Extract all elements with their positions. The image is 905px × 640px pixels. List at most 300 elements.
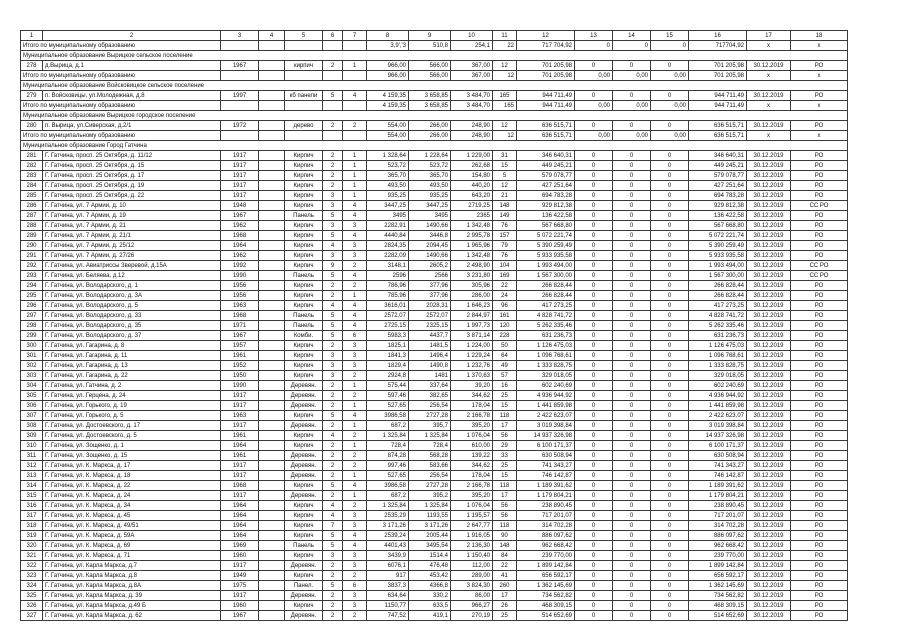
table-cell: 84: [493, 551, 517, 561]
table-cell: 1: [343, 471, 367, 481]
table-cell: 0: [575, 471, 613, 481]
table-row: [21, 91, 848, 101]
table-cell: 2 647,77: [451, 521, 493, 531]
table-cell: 935,25: [367, 191, 409, 201]
table-cell: 2: [343, 611, 367, 621]
table-cell: 5 262 335,46: [689, 321, 747, 331]
column-number-12: 12: [517, 31, 575, 41]
table-cell: 56: [493, 501, 517, 511]
table-cell: Панел.: [285, 581, 323, 591]
table-row: [21, 151, 848, 161]
table-cell: Деревян.: [285, 461, 323, 471]
table-cell: 786,96: [367, 281, 409, 291]
table-cell: 0: [651, 381, 689, 391]
table-cell: 30.12.2019: [747, 261, 791, 271]
table-cell: 1917: [221, 591, 259, 601]
table-row: [21, 301, 848, 311]
table-cell: Кирпич: [285, 551, 323, 561]
table-cell: 30.12.2019: [747, 541, 791, 551]
table-cell: 0: [575, 581, 613, 591]
table-cell: 112,00: [451, 561, 493, 571]
subtotal-cell: 717 704,92: [517, 41, 575, 51]
table-cell: 148: [493, 541, 517, 551]
table-cell: 2: [323, 401, 343, 411]
row-number: 316: [21, 501, 43, 511]
row-number: 311: [21, 451, 43, 461]
table-cell: 0: [575, 611, 613, 621]
table-cell: 1 333 828,75: [517, 361, 575, 371]
table-cell: [259, 481, 285, 491]
table-cell: 30.12.2019: [747, 361, 791, 371]
table-cell: 2 422 623,07: [517, 411, 575, 421]
table-cell: 0: [575, 591, 613, 601]
table-cell: 427 251,64: [517, 181, 575, 191]
subtotal-row: [21, 101, 848, 111]
table-cell: 0: [575, 411, 613, 421]
table-cell: 329 018,05: [517, 371, 575, 381]
table-cell: 2924,8: [367, 371, 409, 381]
table-cell: 0: [613, 151, 651, 161]
address-cell: Г. Гатчина, просп. 25 Октября, д. 11/12: [43, 151, 221, 161]
table-cell: 1150,77: [367, 601, 409, 611]
table-cell: 2: [343, 121, 367, 131]
subtotal-cell: 0,00: [613, 131, 651, 141]
table-cell: 238 890,45: [689, 501, 747, 511]
table-cell: 1: [343, 401, 367, 411]
address-cell: д.Вырица, д.1: [43, 61, 221, 71]
table-cell: 5: [323, 541, 343, 551]
table-cell: 1 965,96: [451, 241, 493, 251]
table-row: [21, 451, 848, 461]
table-cell: 30.12.2019: [747, 191, 791, 201]
table-cell: 4: [343, 211, 367, 221]
table-row: [21, 531, 848, 541]
table-cell: 2: [323, 451, 343, 461]
subtotal-cell: 0: [613, 41, 651, 51]
table-cell: 0: [613, 211, 651, 221]
table-cell: 30.12.2019: [747, 401, 791, 411]
table-cell: 0: [651, 191, 689, 201]
table-cell: 3495: [409, 211, 451, 221]
table-cell: 1917: [221, 391, 259, 401]
section-title: Муниципальное образование Вырицкое городское поселение: [21, 111, 848, 121]
table-cell: [259, 491, 285, 501]
table-cell: 154,80: [451, 171, 493, 181]
table-cell: 337,64: [409, 381, 451, 391]
table-cell: Кирпич: [285, 511, 323, 521]
table-row: [21, 511, 848, 521]
table-cell: 631 236,73: [517, 331, 575, 341]
table-cell: 262,68: [451, 161, 493, 171]
row-number: 282: [21, 161, 43, 171]
table-cell: 2282,91: [367, 221, 409, 231]
table-cell: 2: [323, 471, 343, 481]
address-cell: Г. Гатчина, ул. Володарского, д. 33: [43, 311, 221, 321]
table-cell: 0: [651, 291, 689, 301]
table-cell: 1 342,48: [451, 221, 493, 231]
table-cell: 3: [343, 551, 367, 561]
table-cell: 1960: [221, 551, 259, 561]
table-row: [21, 191, 848, 201]
row-number: 295: [21, 291, 43, 301]
table-cell: 0: [575, 171, 613, 181]
table-cell: 30.12.2019: [747, 501, 791, 511]
table-cell: [259, 361, 285, 371]
table-cell: 4: [323, 431, 343, 441]
table-cell: 4: [323, 501, 343, 511]
table-cell: 1967: [221, 331, 259, 341]
subtotal-cell: 944 711,49: [689, 101, 747, 111]
table-cell: РО: [791, 411, 848, 421]
table-cell: 3 019 398,84: [689, 421, 747, 431]
table-row: [21, 391, 848, 401]
table-cell: 14 937 326,98: [689, 431, 747, 441]
table-cell: Кирпич: [285, 301, 323, 311]
table-cell: Кирпич: [285, 181, 323, 191]
table-cell: 118: [493, 521, 517, 531]
table-cell: 0: [613, 321, 651, 331]
row-number: 323: [21, 571, 43, 581]
row-number: 300: [21, 341, 43, 351]
table-cell: 0: [613, 581, 651, 591]
table-cell: Панель: [285, 311, 323, 321]
table-cell: 1: [343, 171, 367, 181]
table-row: [21, 541, 848, 551]
table-cell: 0: [651, 181, 689, 191]
table-row: [21, 581, 848, 591]
table-cell: 96: [493, 301, 517, 311]
table-cell: 3 484,70: [451, 91, 493, 101]
table-cell: 4: [343, 531, 367, 541]
table-row: [21, 361, 848, 371]
table-cell: 597,46: [367, 391, 409, 401]
table-cell: 527,65: [367, 471, 409, 481]
table-cell: 4: [323, 241, 343, 251]
table-cell: Кирпич: [285, 371, 323, 381]
table-row: [21, 211, 848, 221]
table-cell: 1917: [221, 181, 259, 191]
table-cell: 440,20: [451, 181, 493, 191]
table-cell: 929 812,38: [517, 201, 575, 211]
table-cell: 630 508,94: [517, 451, 575, 461]
table-cell: 30.12.2019: [747, 121, 791, 131]
table-cell: РО: [791, 451, 848, 461]
table-cell: 0: [575, 231, 613, 241]
table-cell: Кирпич: [285, 281, 323, 291]
table-cell: Кирпич: [285, 571, 323, 581]
table-cell: 1961: [221, 451, 259, 461]
subtotal-cell: 0: [575, 41, 613, 51]
table-cell: 56: [493, 431, 517, 441]
table-cell: 1917: [221, 191, 259, 201]
table-cell: 1 229,00: [451, 151, 493, 161]
table-cell: 0: [613, 601, 651, 611]
table-cell: 0: [613, 241, 651, 251]
table-cell: 1 189 391,62: [517, 481, 575, 491]
table-cell: Кирпич: [285, 411, 323, 421]
table-cell: 0: [651, 201, 689, 211]
table-cell: 30.12.2019: [747, 551, 791, 561]
table-cell: 0: [575, 211, 613, 221]
column-number-3: 3: [221, 31, 259, 41]
table-cell: Кирпич: [285, 521, 323, 531]
table-cell: 0: [651, 391, 689, 401]
table-cell: 2727,28: [409, 481, 451, 491]
subtotal-cell: 636 515,71: [517, 131, 575, 141]
table-cell: 30.12.2019: [747, 91, 791, 101]
table-cell: [259, 191, 285, 201]
table-cell: РО: [791, 501, 848, 511]
table-cell: [259, 591, 285, 601]
table-cell: 30.12.2019: [747, 381, 791, 391]
table-cell: 0: [613, 591, 651, 601]
column-number-2: 2: [43, 31, 221, 41]
address-cell: Г. Гатчина, ул. 7 Армии, д. 10: [43, 201, 221, 211]
table-cell: 30.12.2019: [747, 581, 791, 591]
table-cell: 0: [613, 231, 651, 241]
table-cell: 0: [575, 431, 613, 441]
table-cell: 1917: [221, 461, 259, 471]
table-cell: 30.12.2019: [747, 231, 791, 241]
table-cell: 0: [575, 381, 613, 391]
column-number-7: 7: [343, 31, 367, 41]
table-cell: 0: [651, 321, 689, 331]
subtotal-cell: x: [791, 41, 848, 51]
table-cell: 2365: [451, 211, 493, 221]
table-row: [21, 491, 848, 501]
table-cell: 2: [323, 161, 343, 171]
table-row: [21, 291, 848, 301]
table-cell: дерево: [285, 121, 323, 131]
table-cell: 365,70: [367, 171, 409, 181]
table-cell: [259, 331, 285, 341]
table-cell: 239 770,00: [689, 551, 747, 561]
subtotal-cell: [259, 41, 285, 51]
table-cell: 0: [575, 191, 613, 201]
row-number: 298: [21, 321, 43, 331]
table-cell: Деревян.: [285, 611, 323, 621]
table-cell: 30.12.2019: [747, 201, 791, 211]
table-cell: 395,20: [451, 491, 493, 501]
table-cell: 0: [613, 611, 651, 621]
table-cell: 136 422,58: [689, 211, 747, 221]
table-cell: 30.12.2019: [747, 441, 791, 451]
table-cell: 2 498,90: [451, 261, 493, 271]
table-cell: 1 325,84: [409, 501, 451, 511]
table-cell: 12: [493, 181, 517, 191]
table-cell: 30.12.2019: [747, 341, 791, 351]
table-cell: 329 018,05: [689, 371, 747, 381]
table-cell: 3 231,80: [451, 271, 493, 281]
table-cell: 5: [323, 271, 343, 281]
table-cell: 0: [651, 121, 689, 131]
subtotal-cell: 717704,92: [689, 41, 747, 51]
table-cell: 2005,44: [409, 531, 451, 541]
subtotal-cell: [343, 131, 367, 141]
table-cell: 1917: [221, 421, 259, 431]
table-cell: 0: [613, 61, 651, 71]
subtotal-cell: 266,00: [409, 131, 451, 141]
table-cell: 21: [493, 191, 517, 201]
table-cell: [259, 401, 285, 411]
table-cell: 0: [575, 331, 613, 341]
table-cell: 0: [575, 321, 613, 331]
table-cell: Комби.: [285, 331, 323, 341]
address-cell: Г. Гатчина, ул. К. Маркса, д. 34: [43, 501, 221, 511]
table-cell: 1 328,64: [367, 151, 409, 161]
table-cell: 0: [613, 261, 651, 271]
table-cell: 0: [613, 411, 651, 421]
table-cell: 4 159,35: [367, 91, 409, 101]
subtotal-cell: 3 484,70: [451, 101, 493, 111]
address-cell: Г. Гатчина, ул. Володарского, д. 35: [43, 321, 221, 331]
table-cell: 289,00: [451, 571, 493, 581]
table-cell: 687,2: [367, 421, 409, 431]
subtotal-label: Итого по муниципальному образованию: [21, 71, 221, 81]
subtotal-label: Итого по муниципальному образованию: [21, 41, 221, 51]
table-cell: 4: [343, 321, 367, 331]
table-cell: 256,54: [409, 471, 451, 481]
table-cell: 4: [343, 201, 367, 211]
table-cell: 1969: [221, 541, 259, 551]
table-cell: 0: [575, 181, 613, 191]
table-cell: 1 993 494,00: [689, 261, 747, 271]
table-cell: 0: [613, 441, 651, 451]
table-cell: 1956: [221, 291, 259, 301]
table-cell: 0: [613, 371, 651, 381]
row-number: 284: [21, 181, 43, 191]
subtotal-row: [21, 131, 848, 141]
table-cell: 0: [651, 91, 689, 101]
table-cell: Кирпич: [285, 531, 323, 541]
table-cell: 1956: [221, 281, 259, 291]
table-cell: 14 937 326,98: [517, 431, 575, 441]
address-cell: Г. Гатчина, ул. К. Маркса, д. 49/51: [43, 521, 221, 531]
table-cell: 0: [613, 181, 651, 191]
table-cell: 377,96: [409, 291, 451, 301]
table-cell: 0: [613, 161, 651, 171]
table-cell: 717 201,07: [517, 511, 575, 521]
table-cell: 1990: [221, 381, 259, 391]
table-cell: 785,96: [367, 291, 409, 301]
register-sheet: [20, 30, 827, 621]
table-cell: 15: [493, 161, 517, 171]
column-number-5: 5: [285, 31, 323, 41]
table-cell: 0: [651, 401, 689, 411]
table-cell: 0: [575, 311, 613, 321]
table-cell: 0: [651, 431, 689, 441]
table-cell: 346 640,31: [689, 151, 747, 161]
table-cell: 30.12.2019: [747, 491, 791, 501]
subtotal-cell: 0,00: [575, 101, 613, 111]
table-cell: Кирпич: [285, 151, 323, 161]
table-cell: 365,70: [409, 171, 451, 181]
table-cell: 1917: [221, 171, 259, 181]
address-cell: Г. Гатчина, ул. К. Маркса, д. 71: [43, 551, 221, 561]
register-table: [20, 30, 848, 621]
table-cell: Кирпич: [285, 161, 323, 171]
address-cell: Г. Гатчина, ул. Володарского, д. 1: [43, 281, 221, 291]
table-cell: Кирпич: [285, 251, 323, 261]
table-cell: 0: [575, 221, 613, 231]
table-body: [21, 31, 848, 621]
table-cell: Кирпич: [285, 291, 323, 301]
subtotal-cell: 0,00: [575, 71, 613, 81]
table-cell: 0: [575, 551, 613, 561]
table-cell: 4366,8: [409, 581, 451, 591]
table-cell: 4: [343, 91, 367, 101]
table-cell: 2028,31: [409, 301, 451, 311]
table-cell: 2596: [367, 271, 409, 281]
table-cell: 656 592,17: [517, 571, 575, 581]
table-cell: 0: [651, 601, 689, 611]
table-cell: 0: [651, 231, 689, 241]
table-cell: 1961: [221, 431, 259, 441]
table-cell: 3: [343, 341, 367, 351]
table-cell: 1514,4: [409, 551, 451, 561]
row-number: 281: [21, 151, 43, 161]
table-cell: 2: [343, 391, 367, 401]
address-cell: Г. Гатчина, ул. Карла Маркса, д.8: [43, 571, 221, 581]
table-cell: 2572,07: [409, 311, 451, 321]
row-number: 326: [21, 601, 43, 611]
table-cell: 30.12.2019: [747, 571, 791, 581]
table-cell: СС РО: [791, 201, 848, 211]
table-cell: 701 205,98: [689, 61, 747, 71]
table-cell: РО: [791, 331, 848, 341]
subtotal-cell: x: [791, 101, 848, 111]
table-cell: 17: [493, 591, 517, 601]
table-cell: 1: [343, 151, 367, 161]
row-number: 294: [21, 281, 43, 291]
row-number: 291: [21, 251, 43, 261]
table-cell: 554,00: [367, 121, 409, 131]
row-number: 288: [21, 221, 43, 231]
table-cell: 3446,8: [409, 231, 451, 241]
table-cell: 169: [493, 271, 517, 281]
subtotal-cell: 636 515,71: [689, 131, 747, 141]
table-cell: 33: [493, 451, 517, 461]
address-cell: Г. Гатчина, просп. 25 Октября, д. 19: [43, 181, 221, 191]
table-cell: 0: [651, 61, 689, 71]
table-cell: 4: [343, 541, 367, 551]
table-cell: 2: [343, 261, 367, 271]
table-cell: 30.12.2019: [747, 371, 791, 381]
table-cell: РО: [791, 521, 848, 531]
table-cell: 0: [613, 251, 651, 261]
subtotal-cell: [221, 101, 259, 111]
table-cell: Кирпич: [285, 171, 323, 181]
table-cell: [259, 291, 285, 301]
table-cell: 30.12.2019: [747, 61, 791, 71]
table-cell: 566,00: [409, 61, 451, 71]
table-cell: 30.12.2019: [747, 161, 791, 171]
table-cell: 583,66: [409, 461, 451, 471]
table-cell: 76: [493, 251, 517, 261]
table-row: [21, 551, 848, 561]
table-cell: 2566: [409, 271, 451, 281]
address-cell: п. Войсковицы, ул.Молодежная, д.8: [43, 91, 221, 101]
table-cell: [259, 571, 285, 581]
table-cell: 148: [493, 201, 517, 211]
table-row: [21, 121, 848, 131]
table-cell: Деревян.: [285, 391, 323, 401]
table-cell: 3: [343, 241, 367, 251]
table-cell: РО: [791, 591, 848, 601]
table-cell: 239 770,00: [517, 551, 575, 561]
column-number-6: 6: [323, 31, 343, 41]
table-cell: 26: [493, 601, 517, 611]
